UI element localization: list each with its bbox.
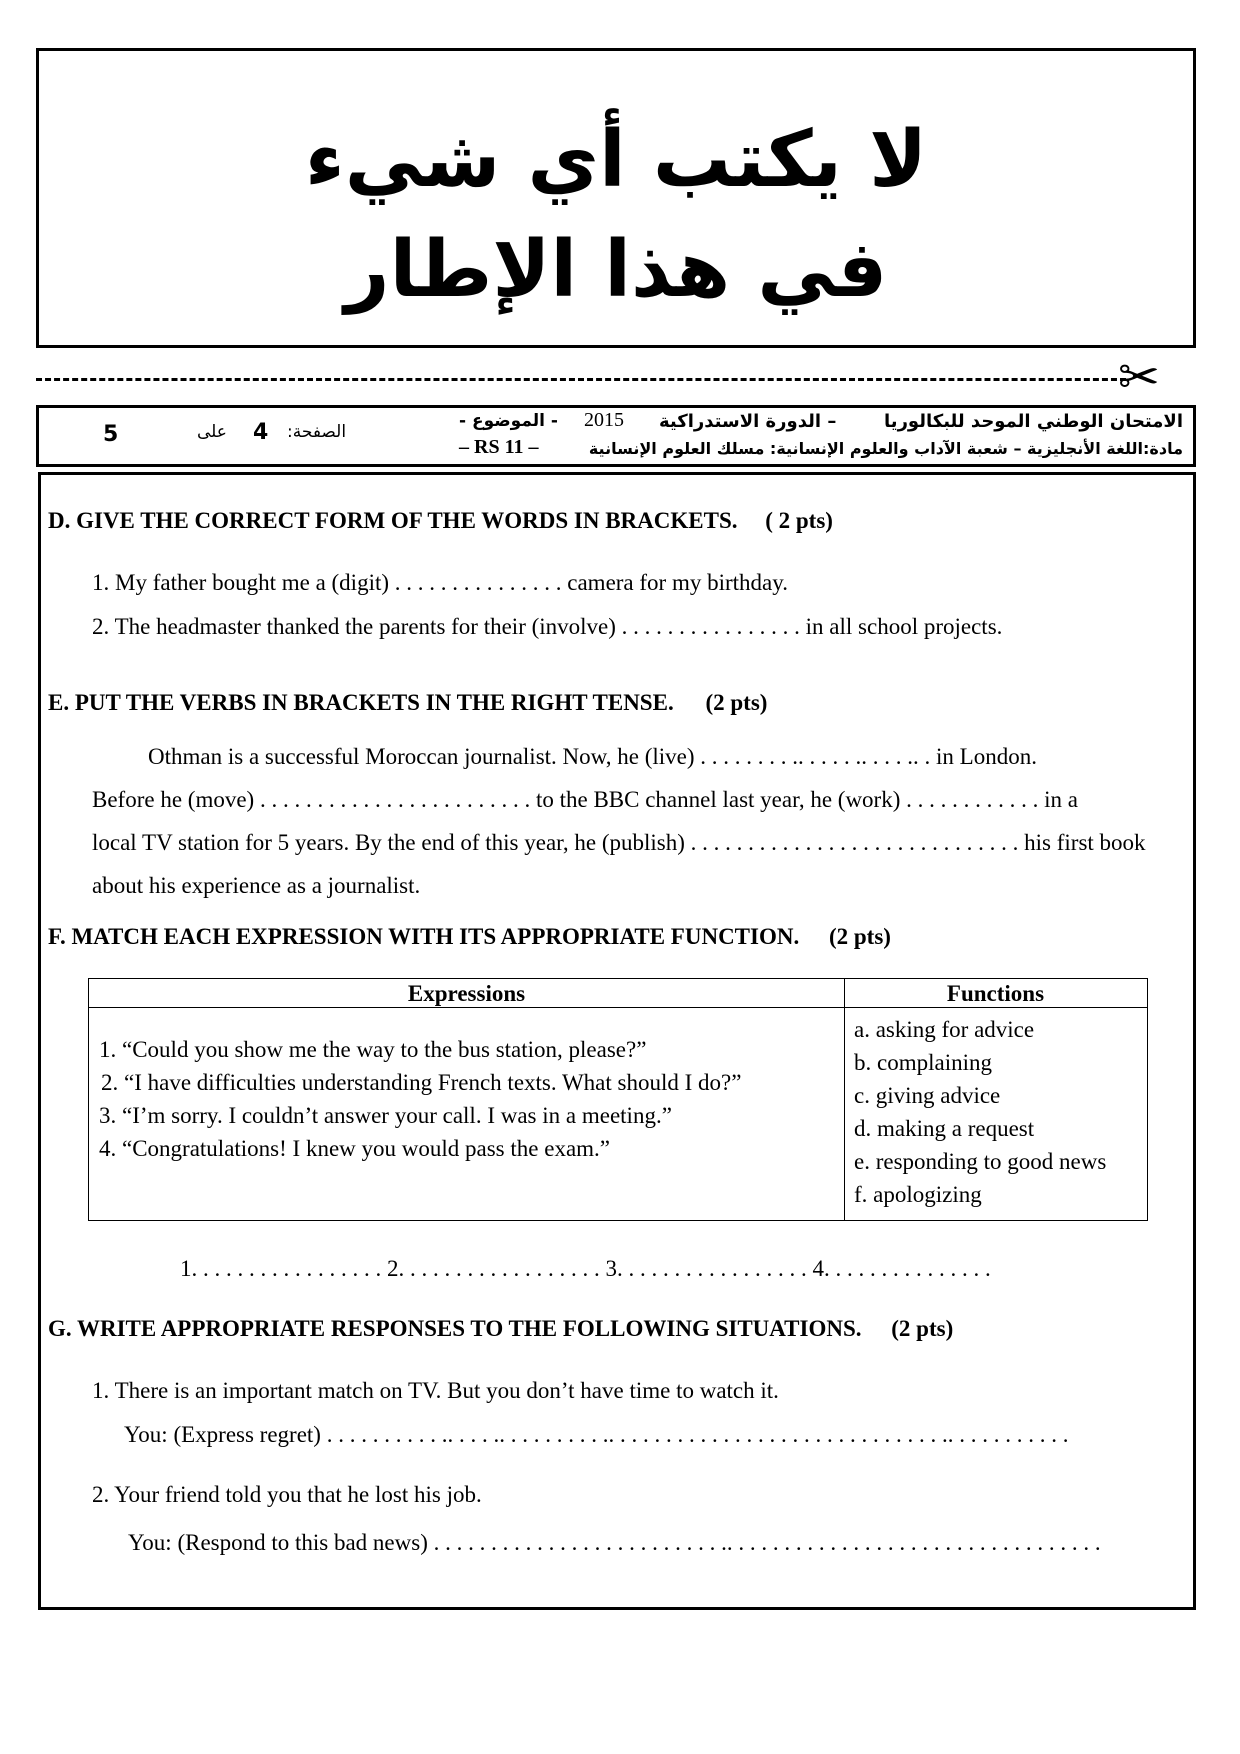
page-label: الصفحة: xyxy=(287,422,347,442)
section-e-line-1: Othman is a successful Moroccan journalist. Now, he (live) . . . . . . . . .. . . . . .. . . . .. . in London. xyxy=(148,744,1037,769)
function-item: b. complaining xyxy=(854,1050,992,1075)
section-g-points: (2 pts) xyxy=(891,1316,954,1341)
section-d-points: ( 2 pts) xyxy=(765,508,833,533)
section-f-title: F. MATCH EACH EXPRESSION WITH ITS APPROPRIATE FUNCTION. xyxy=(48,924,800,949)
section-e-points: (2 pts) xyxy=(705,690,768,715)
table-header-divider xyxy=(89,1007,1147,1008)
scissors-icon: ✂ xyxy=(1118,348,1160,406)
section-e-line-4: about his experience as a journalist. xyxy=(92,873,421,898)
section-f-answer-line: 1. . . . . . . . . . . . . . . . . 2. . . . . . . . . . . . . . . . . . 3. . . . . . . . . . . . . . . . . 4. . . . . . . . . . . . . . . xyxy=(180,1256,991,1281)
expression-item: 1. “Could you show me the way to the bus station, please?” xyxy=(99,1037,647,1062)
expression-item: 4. “Congratulations! I knew you would pass the exam.” xyxy=(99,1136,610,1161)
subject-line: مادة:اللغة الأنجليزية – شعبة الآداب والعلوم الإنسانية: مسلك العلوم الإنسانية xyxy=(588,439,1183,458)
exam-title: الامتحان الوطني الموحد للبكالوريا xyxy=(884,411,1183,432)
page-number: 4 xyxy=(253,420,269,445)
function-item: e. responding to good news xyxy=(854,1149,1107,1174)
do-not-write-line2: في هذا الإطار xyxy=(344,225,888,315)
expression-item: 3. “I’m sorry. I couldn’t answer your call. I was in a meeting.” xyxy=(99,1103,672,1128)
section-d-heading xyxy=(48,508,833,534)
exam-session: – الدورة الاستدراكية xyxy=(659,411,837,432)
section-e-line-3: local TV station for 5 years. By the end of this year, he (publish) . . . . . . . . . . . . . . . . . . . . . . . . . . . . . his first book xyxy=(92,830,1146,855)
exam-year: 2015 xyxy=(584,409,624,431)
match-table xyxy=(88,978,1148,1221)
page-total: 5 xyxy=(103,422,119,447)
section-f-heading xyxy=(48,924,891,950)
function-item: a. asking for advice xyxy=(854,1017,1035,1042)
section-e-title: E. PUT THE VERBS IN BRACKETS IN THE RIGHT TENSE. xyxy=(48,690,674,715)
function-item: d. making a request xyxy=(854,1116,1035,1141)
table-column-divider xyxy=(844,979,845,1220)
expression-item: 2. “I have difficulties understanding French texts. What should I do?” xyxy=(101,1070,742,1095)
section-f-points: (2 pts) xyxy=(828,924,891,949)
section-g-item-2: 2. Your friend told you that he lost his job. xyxy=(92,1482,482,1507)
section-g-response-2: You: (Respond to this bad news) . . . . . . . . . . . . . . . . . . . . . . . . . .. . . . . . . . . . . . . . . . . . . . . . . . . . . . . . . . . xyxy=(128,1530,1101,1555)
exam-code: – RS 11 – xyxy=(459,436,539,458)
of-label: على xyxy=(197,422,227,442)
section-e-line-2: Before he (move) . . . . . . . . . . . . . . . . . . . . . . . . to the BBC channel last year, he (work) . . . . . . . . . . . . in a xyxy=(92,787,1078,812)
section-g-heading xyxy=(48,1316,953,1342)
function-item: c. giving advice xyxy=(854,1083,1001,1108)
section-g-title: G. WRITE APPROPRIATE RESPONSES TO THE FOLLOWING SITUATIONS. xyxy=(48,1316,862,1341)
section-d-item-1: 1. My father bought me a (digit) . . . . . . . . . . . . . . . camera for my birthday. xyxy=(92,570,789,595)
do-not-write-frame xyxy=(36,48,1196,348)
function-item: f. apologizing xyxy=(854,1182,982,1207)
section-e-heading xyxy=(48,690,767,716)
section-g-response-1: You: (Express regret) . . . . . . . . . . .. . . . .. . . . . . . . . .. . . . . . . . . . . . . . . . . . . . . . . . . . . . . .. . . . . . . . . . . xyxy=(124,1422,1069,1447)
section-d-title: D. GIVE THE CORRECT FORM OF THE WORDS IN BRACKETS. xyxy=(48,508,738,533)
cut-line xyxy=(36,378,1126,381)
exam-header xyxy=(36,405,1196,467)
do-not-write-line1: لا يكتب أي شيء xyxy=(304,115,928,205)
column-header-expressions: Expressions xyxy=(407,981,526,1006)
section-d-item-2: 2. The headmaster thanked the parents for their (involve) . . . . . . . . . . . . . . . . in all school projects. xyxy=(92,614,1003,639)
column-header-functions: Functions xyxy=(946,981,1045,1006)
subject-label: - الموضوع - xyxy=(459,411,558,431)
section-g-item-1: 1. There is an important match on TV. But you don’t have time to watch it. xyxy=(92,1378,779,1403)
